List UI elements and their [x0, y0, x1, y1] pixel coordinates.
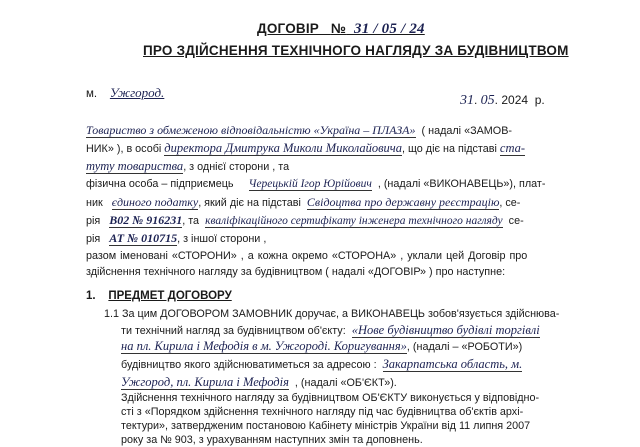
address-start: Закарпатська область, м. — [382, 357, 523, 371]
date-line: 31. 05. 2024 р. — [460, 93, 545, 108]
object-name-start: «Нове будівництво будівлі торгівлі — [351, 323, 540, 337]
parties-line-6 — [86, 214, 524, 228]
address-end: Ужгород, пл. Кирила і Мефодія — [121, 375, 289, 389]
clause-1-1-line-2 — [121, 324, 540, 338]
text: , з іншої сторони , — [177, 233, 267, 245]
customer-label: ( надалі «ЗАМОВ- — [421, 125, 512, 137]
contractor-name: Черецькій Ігор Юрійович — [248, 178, 372, 190]
text: , (надалі «ОБ'ЄКТ»). — [294, 377, 397, 389]
clause-1-1-line-1: 1.1 За цим ДОГОВОРОМ ЗАМОВНИК доручає, а ВИКОНАВЕЦЬ зобов'язується здійснюва- — [104, 308, 560, 320]
text: се- — [508, 215, 524, 227]
text: НИК» ), в особі — [86, 143, 162, 155]
registration-doc: Свідоцтва про державну реєстрацію — [306, 195, 500, 209]
qualification-doc: кваліфікаційного сертифікату інженера технічного нагляду — [205, 215, 503, 227]
parties-line-2 — [86, 142, 525, 156]
text: , се- — [499, 197, 521, 209]
text: , що діє на підставі — [402, 143, 497, 155]
text: ник — [86, 197, 103, 209]
title-prefix: ДОГОВІР — [257, 21, 319, 36]
text: , (надалі «ВИКОНАВЕЦЬ»), плат- — [377, 178, 546, 190]
object-name-end: на пл. Кирила і Мефодія в м. Ужгороді. Коригування» — [121, 339, 407, 353]
clause-1-1-line-8: тектури», затвердженим постановою Кабінету міністрів України від 11 липня 2007 — [121, 420, 531, 432]
text: , та — [182, 215, 200, 227]
statute-start: ста- — [499, 141, 526, 155]
city-name: Ужгород. — [109, 85, 165, 100]
clause-1-1-line-6: Здійснення технічного нагляду за будівництвом ОБ'ЄКТУ виконується у відповідно- — [121, 392, 540, 404]
tax-type: єдиного податку — [111, 195, 199, 209]
clause-1-1-line-7: сті з «Порядком здійснення технічного нагляду під час будівництва об'єктів архі- — [121, 406, 524, 418]
text: будівництво якого здійснюватиметься за адресою : — [121, 359, 377, 371]
parties-line-3 — [86, 160, 289, 174]
city-prefix: м. — [86, 88, 98, 100]
clause-1-1-line-4 — [121, 358, 522, 372]
text: , який діє на підставі — [198, 197, 301, 209]
parties-line-1 — [86, 124, 512, 138]
date-day: 31 — [460, 93, 474, 108]
date-suffix: р. — [534, 93, 545, 107]
registration-series: В02 № 916231 — [109, 213, 183, 227]
text: рія — [86, 215, 101, 227]
contract-title — [257, 22, 425, 36]
parties-line-5 — [86, 196, 520, 210]
clause-1-1-line-3 — [121, 340, 522, 354]
text: , (надалі – «РОБОТИ») — [406, 341, 523, 353]
number-sign: № — [330, 21, 347, 36]
parties-line-7 — [86, 232, 266, 246]
statute-end: туту товариства — [86, 159, 184, 173]
clause-1-1-line-9: року за № 903, з урахуванням наступних змін та доповнень. — [121, 434, 423, 446]
text: фізична особа – підприємець — [86, 178, 234, 190]
contract-subtitle: ПРО ЗДІЙСНЕННЯ ТЕХНІЧНОГО НАГЛЯДУ ЗА БУДІВНИЦТВОМ — [143, 43, 569, 58]
section-1-heading — [86, 290, 232, 303]
section-title: ПРЕДМЕТ ДОГОВОРУ — [108, 290, 232, 302]
text: ти технічний нагляд за будівництвом об'єкту: — [121, 325, 346, 337]
text: рія — [86, 233, 101, 245]
parties-line-9: здійснення технічного нагляду за будівництвом ( надалі «ДОГОВІР» ) про наступне: — [86, 266, 506, 278]
date-year: 2024 — [501, 93, 529, 107]
text: , з однієї сторони , та — [183, 161, 290, 173]
date-month: 05 — [480, 93, 495, 108]
section-number: 1. — [86, 290, 96, 302]
clause-1-1-line-5 — [121, 376, 397, 390]
contract-number: 31 / 05 / 24 — [354, 21, 425, 37]
director-name: директора Дмитрука Миколи Миколайовича — [164, 141, 403, 155]
city-line — [86, 86, 164, 101]
company-name: Товариство з обмеженою відповідальністю «Україна – ПЛАЗА» — [86, 123, 416, 137]
parties-line-8: разом іменовані «СТОРОНИ» , а кожна окремо «СТОРОНА» , уклали цей Договір про — [86, 250, 528, 262]
certificate-series: АТ № 010715 — [109, 231, 178, 245]
parties-line-4 — [86, 178, 545, 191]
